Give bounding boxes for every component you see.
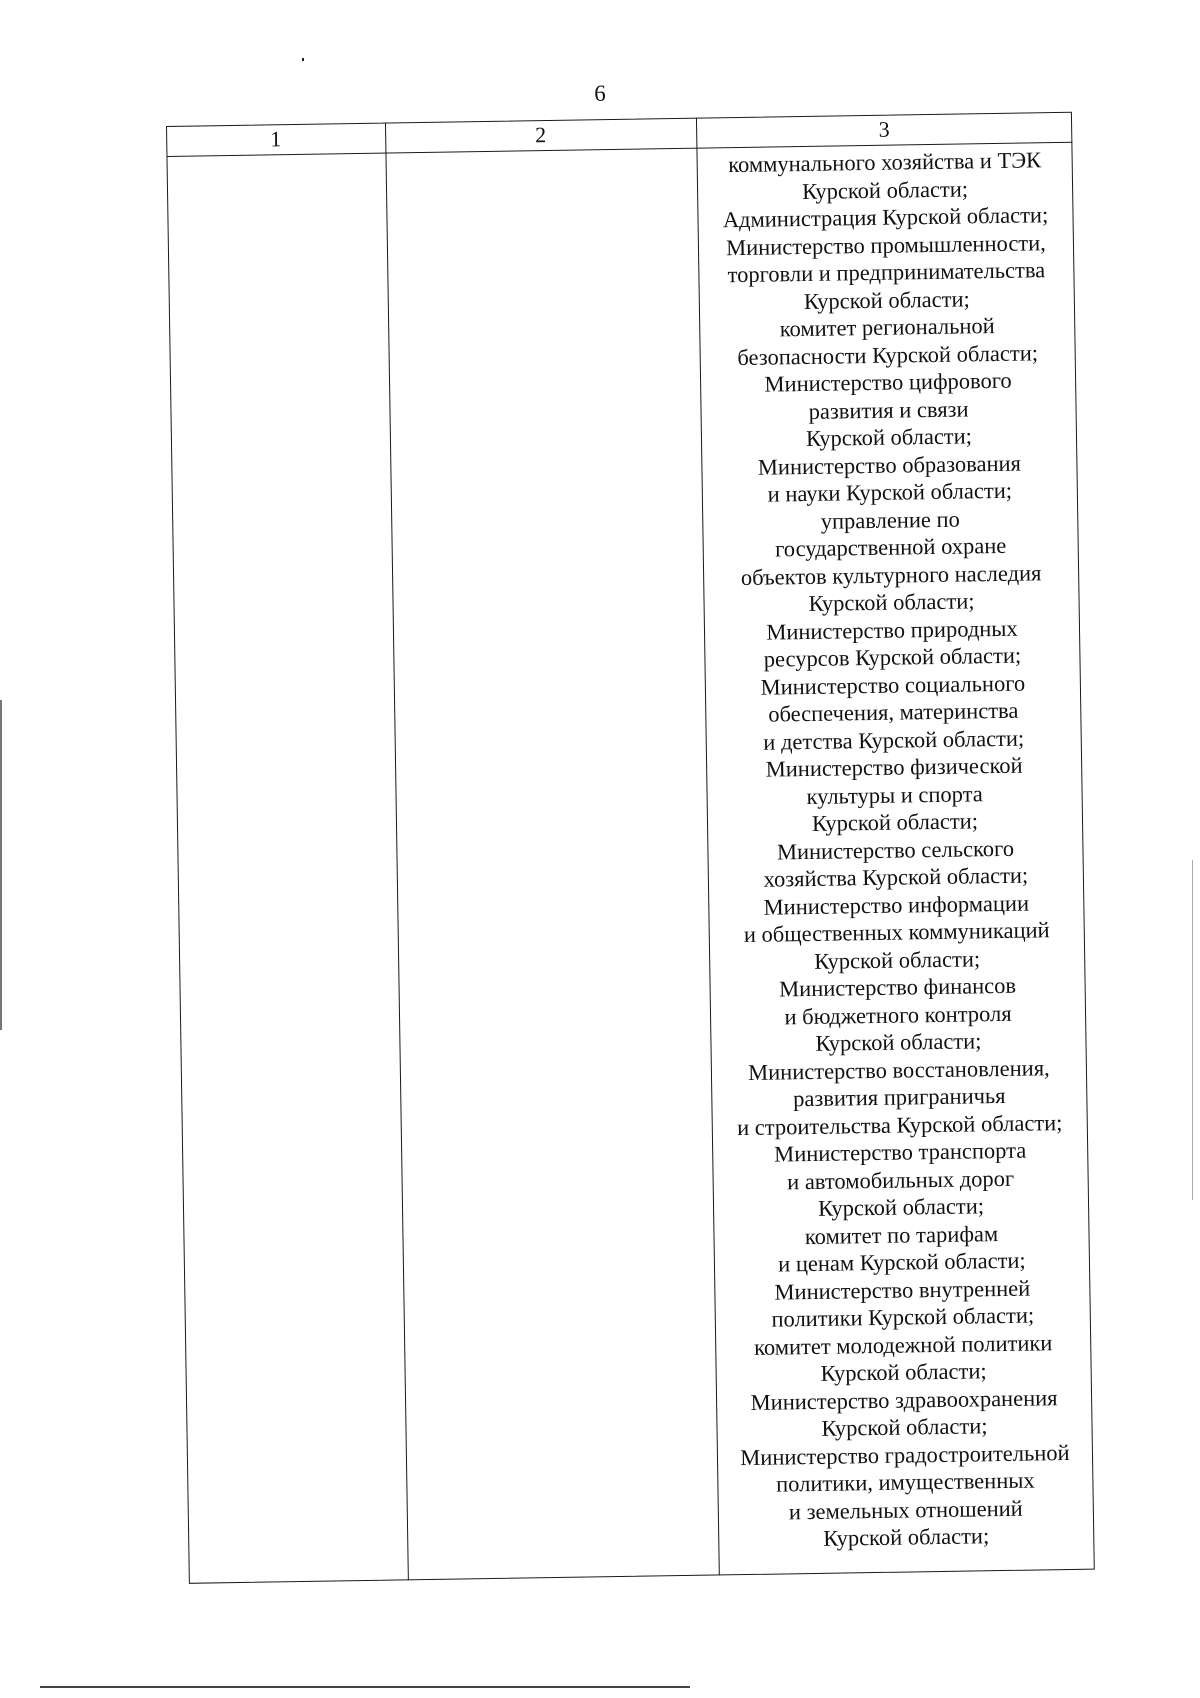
cell-line: комитет по тарифам	[804, 1220, 999, 1249]
cell-line: комитет молодежной политики	[753, 1329, 1053, 1360]
cell-line: политики Курской области;	[771, 1302, 1035, 1332]
cell-line: Министерство цифрового	[764, 367, 1012, 397]
cell-line: и общественных коммуникаций	[743, 917, 1050, 948]
cell-line: безопасности Курской области;	[737, 339, 1039, 370]
cell-line: и бюджетного контроля	[784, 1000, 1012, 1029]
cell-line: Министерство социального	[760, 670, 1026, 700]
cell-line: объектов культурного наследия	[740, 559, 1042, 590]
cell-line: и ценам Курской области;	[777, 1247, 1026, 1277]
cell-line: Министерство транспорта	[773, 1137, 1027, 1167]
cell-line: Министерство внутренней	[774, 1275, 1031, 1305]
cell-line: Курской области;	[813, 945, 981, 974]
cell-line: обеспечения, материнства	[768, 697, 1019, 727]
cell-line: развития и связи	[808, 395, 969, 424]
page-number: 6	[594, 81, 606, 106]
scan-edge-mark-right	[1192, 860, 1193, 1200]
cell-line: политики, имущественных	[775, 1467, 1035, 1497]
cell-line: государственной охране	[774, 532, 1007, 562]
cell-line: Курской области;	[815, 1028, 982, 1056]
scan-bottom-line	[40, 1686, 690, 1688]
cell-line: и строительства Курской области;	[736, 1109, 1063, 1140]
cell-line: Курской области;	[817, 1193, 985, 1221]
document-table	[166, 112, 1095, 1584]
cell-line: Курской области;	[805, 423, 973, 451]
cell-line: Курской области;	[801, 175, 969, 204]
cell-line: культуры и спорта	[806, 780, 983, 809]
cell-line: Курской области;	[823, 1523, 990, 1551]
cell-line: управление по	[820, 506, 960, 534]
cell-line: Министерство образования	[757, 450, 1022, 480]
cell-line: Министерство информации	[763, 890, 1030, 920]
cell-line: и детства Курской области;	[763, 725, 1025, 755]
cell-line: и земельных отношений	[788, 1495, 1023, 1524]
cell-line: Курской области;	[803, 285, 970, 314]
cell-line: и науки Курской области;	[767, 477, 1013, 507]
scan-speck	[302, 58, 304, 61]
cell-line: Курской области;	[821, 1413, 988, 1441]
cell-line: Курской области;	[808, 588, 975, 616]
column-header-1: 1	[270, 126, 282, 152]
cell-line: торговли и предпринимательства	[727, 257, 1046, 288]
column-3-cell	[696, 146, 1094, 1554]
cell-line: Министерство градостроительной	[740, 1439, 1070, 1470]
cell-line: Министерство восстановления,	[747, 1054, 1050, 1085]
cell-line: Министерство природных	[766, 615, 1018, 645]
cell-line: Министерство сельского	[776, 835, 1015, 864]
cell-line: Министерство здравоохранения	[750, 1384, 1058, 1415]
cell-line: Курской области;	[820, 1358, 987, 1386]
cell-line: комитет региональной	[779, 313, 995, 342]
column-header-3: 3	[878, 116, 890, 142]
cell-line: Министерство промышленности,	[725, 229, 1047, 260]
cell-line: Курской области;	[811, 808, 979, 836]
cell-line: Администрация Курской области;	[722, 202, 1049, 233]
cell-line: и автомобильных дорог	[786, 1165, 1015, 1194]
cell-line: коммунального хозяйства и ТЭК	[728, 147, 1042, 178]
cell-line: развития приграничья	[792, 1082, 1006, 1112]
cell-line: Министерство физической	[765, 752, 1023, 782]
cell-line: хозяйства Курской области;	[763, 862, 1029, 892]
scan-edge-mark-left	[0, 700, 2, 1030]
cell-line: ресурсов Курской области;	[763, 642, 1022, 672]
cell-line: Министерство финансов	[778, 972, 1017, 1002]
column-header-2: 2	[534, 122, 547, 148]
